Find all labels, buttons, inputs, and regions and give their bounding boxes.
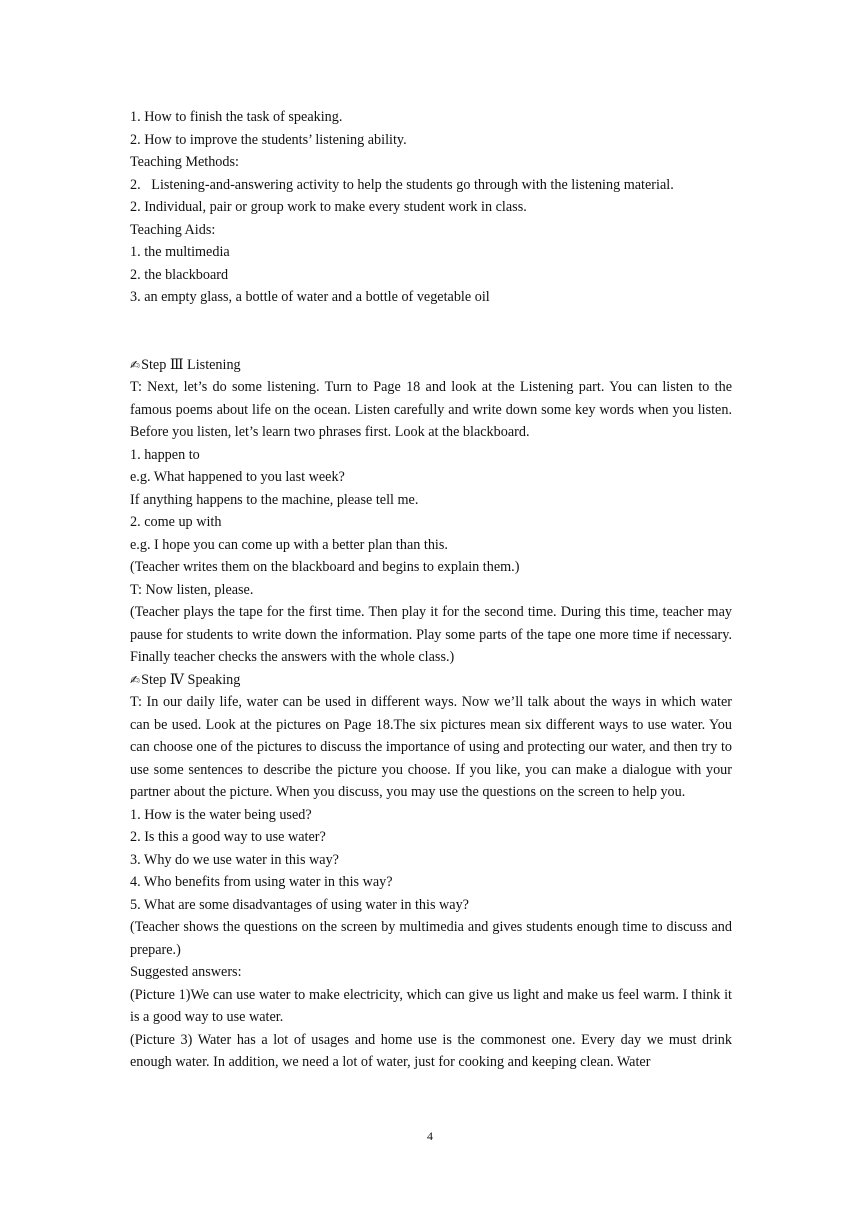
text-line: 2. Individual, pair or group work to make every student work in class. xyxy=(130,199,527,215)
question-item: 3. Why do we use water in this way? xyxy=(130,851,339,868)
spacer xyxy=(130,309,732,354)
paragraph: (Teacher plays the tape for the first time. Then play it for the second time. During this time, teacher may pause for students to write down the information. Play some parts of the tape one more time if necessary. Finally teacher checks the answers with the whole class.) xyxy=(130,604,732,665)
question-item: 5. What are some disadvantages of using water in this way? xyxy=(130,896,469,913)
text-line: 1. the multimedia xyxy=(130,244,230,260)
text-line: 3. an empty glass, a bottle of water and a bottle of vegetable oil xyxy=(130,289,490,305)
question-item: 1. How is the water being used? xyxy=(130,806,312,823)
paragraph: (Picture 1)We can use water to make electricity, which can give us light and make us feel warm. I think it is a good way to use water. xyxy=(130,986,732,1025)
question-item: 4. Who benefits from using water in this way? xyxy=(130,874,393,890)
step-title: Step Ⅳ Speaking xyxy=(141,671,241,688)
text-line: 1. happen to xyxy=(130,446,200,463)
page-number: 4 xyxy=(427,1129,433,1143)
text-line: Teaching Aids: xyxy=(130,221,216,238)
text-line: e.g. I hope you can come up with a better plan than this. xyxy=(130,536,448,553)
text-line: 2. Listening-and-answering activity to help the students go through with the listening material. xyxy=(130,176,674,193)
text-line: 2. come up with xyxy=(130,514,222,530)
writing-hand-icon: ✍ xyxy=(130,672,141,687)
step-heading xyxy=(130,669,732,692)
page-body xyxy=(130,106,732,1074)
step-title: Step Ⅲ Listening xyxy=(141,356,241,373)
text-line: If anything happens to the machine, please tell me. xyxy=(130,491,419,508)
writing-hand-icon: ✍ xyxy=(130,357,141,372)
text-line: T: Now listen, please. xyxy=(130,581,254,598)
paragraph: (Teacher shows the questions on the screen by multimedia and gives students enough time to discuss and prepare.) xyxy=(130,919,732,958)
text-line: 2. How to improve the students’ listening ability. xyxy=(130,131,407,148)
text-line: Suggested answers: xyxy=(130,964,242,980)
paragraph: T: Next, let’s do some listening. Turn to Page 18 and look at the Listening part. You can listen to the famous poems about life on the ocean. Listen carefully and write down some key words when you listen. Before you listen, let’s learn two phrases first. Look at the blackboard. xyxy=(130,379,732,440)
step-heading xyxy=(130,354,732,377)
text-line: 2. the blackboard xyxy=(130,266,229,283)
paragraph: (Picture 3) Water has a lot of usages and home use is the commonest one. Every day we must drink enough water. In addition, we need a lot of water, just for cooking and keeping clean. Water xyxy=(130,1031,732,1070)
text-line: (Teacher writes them on the blackboard and begins to explain them.) xyxy=(130,559,520,575)
question-item: 2. Is this a good way to use water? xyxy=(130,829,326,845)
text-line: e.g. What happened to you last week? xyxy=(130,469,345,485)
paragraph: T: In our daily life, water can be used in different ways. Now we’ll talk about the ways in which water can be used. Look at the pictures on Page 18.The six pictures mean six different ways to use water. You can choose one of the pictures to discuss the importance of using and protecting our water, and then try to use some sentences to describe the picture you choose. If you like, you can make a dialogue with your partner about the picture. When you discuss, you may use the questions on the screen to help you. xyxy=(130,694,732,800)
text-line: Teaching Methods: xyxy=(130,154,239,170)
text-line: 1. How to finish the task of speaking. xyxy=(130,109,343,125)
